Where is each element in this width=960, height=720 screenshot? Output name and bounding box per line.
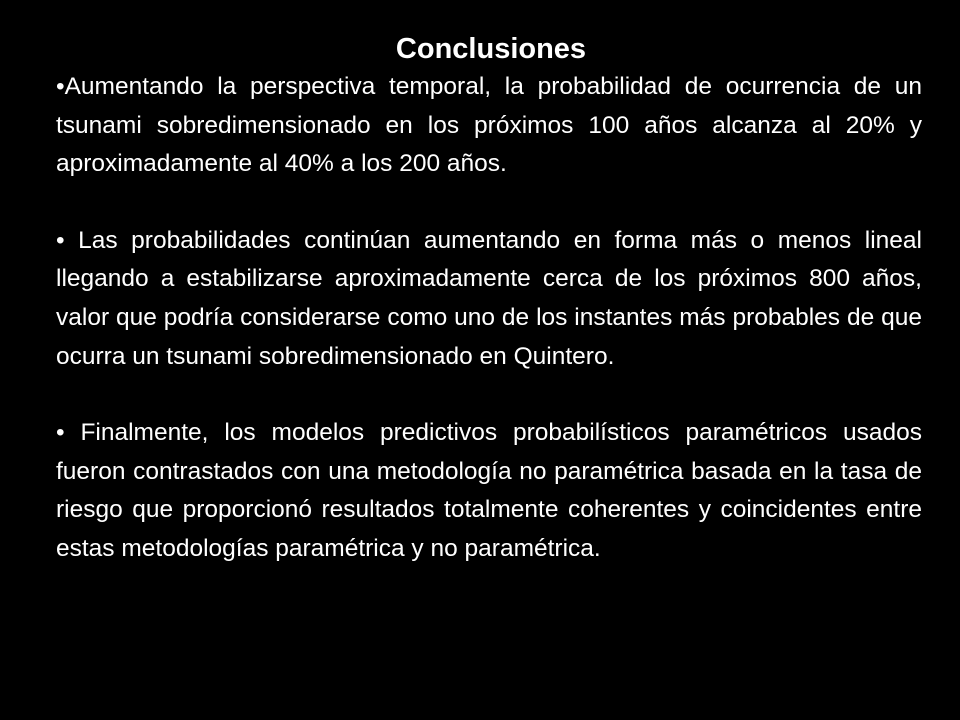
bullet-paragraph-1: •Aumentando la perspectiva temporal, la probabilidad de ocurrencia de un tsunami sobredimensionado en los próximos 100 años alcanza al 20% y aproximadamente al 40% a los 200 años. xyxy=(56,73,922,178)
bullet-paragraph-3: • Finalmente, los modelos predictivos probabilísticos paramétricos usados fueron contrastados con una metodología no paramétrica basada en la tasa de riesgo que proporcionó resultados totalmente coherentes y coincidentes entre estas metodologías paramétrica y no paramétrica. xyxy=(56,419,922,562)
paragraph-spacer xyxy=(56,376,922,414)
paragraph-spacer xyxy=(56,184,922,222)
slide-title: Conclusiones xyxy=(395,33,587,65)
bullet-paragraph-2: • Las probabilidades continúan aumentando en forma más o menos lineal llegando a estabilizarse aproximadamente cerca de los próximos 800 años, valor que podría considerarse como uno de los instantes más probables de que ocurra un tsunami sobredimensionado en Quintero. xyxy=(56,226,922,370)
slide-content xyxy=(56,68,922,569)
